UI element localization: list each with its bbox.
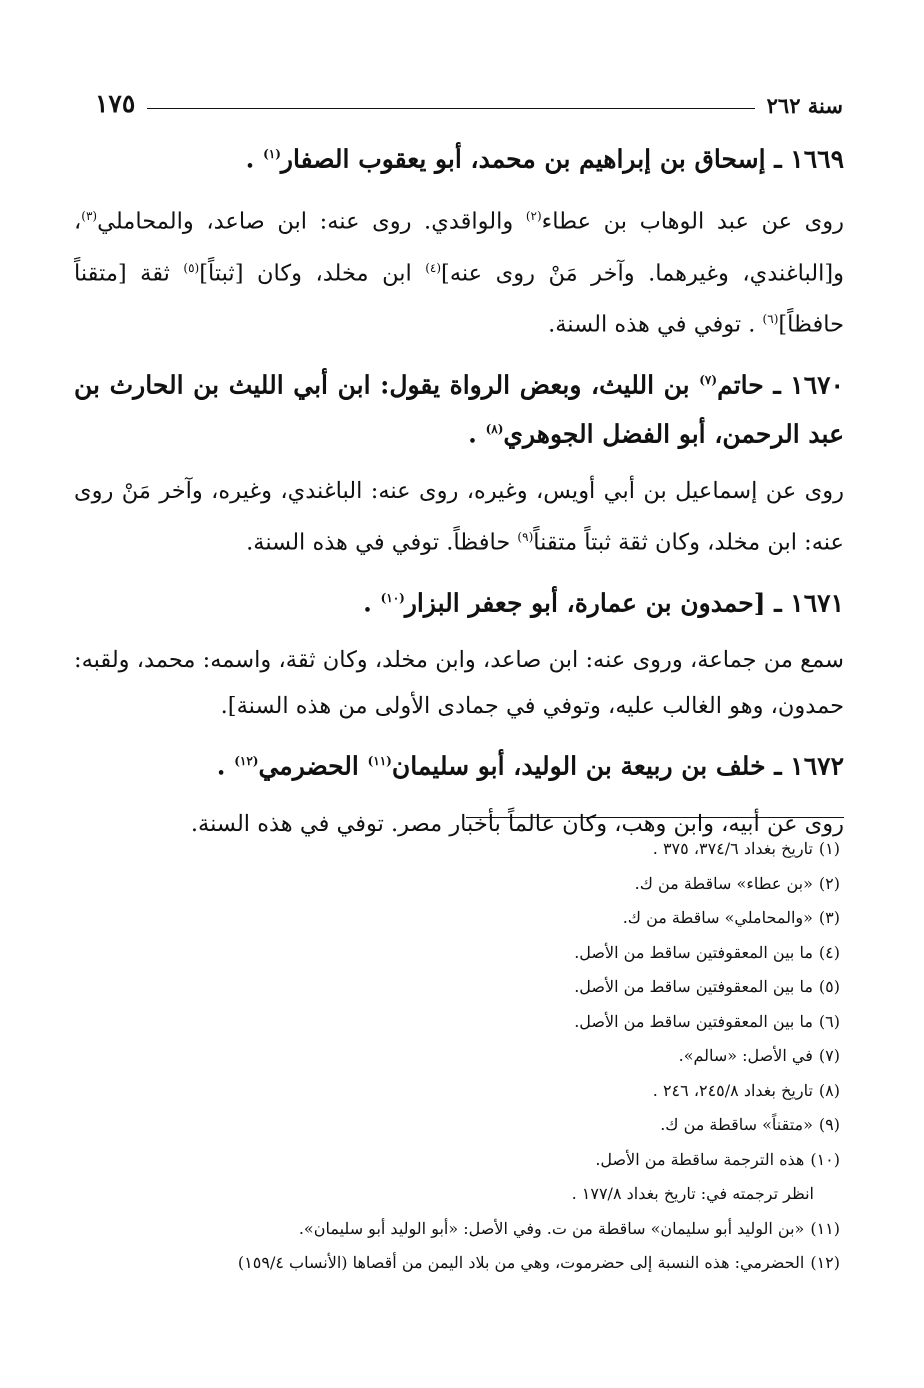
footnote-ref: (٩) xyxy=(517,530,534,545)
header-rule xyxy=(147,108,754,109)
footnote-6: (٦)ما بين المعقوفتين ساقط من الأصل. xyxy=(574,1011,840,1031)
footnote-4: (٤)ما بين المعقوفتين ساقط من الأصل. xyxy=(574,942,840,962)
footnote-ref: (٤) xyxy=(425,260,442,275)
entry-1670-text: روى عن إسماعيل بن أبي أويس، وغيره، روى عنه: الباغندي، وغيره، وآخر مَنْ روى عنه: ابن مخلد، وكان ثقة ثبتاً متقناً$^{(٩)}$ حافظاً. توفي في هذه السنة. xyxy=(74,478,844,556)
entry-1669-title: ١٦٦٩ ـ إسحاق بن إبراهيم بن محمد، أبو يعقوب الصفار$^{(١)}$ . xyxy=(245,144,844,174)
main-text xyxy=(74,132,844,857)
footnote-ref: (١) xyxy=(263,147,281,161)
entry-1672-title: ١٦٧٢ ـ خلف بن ربيعة بن الوليد، أبو سليمان$^{(١١)}$ الحضرمي$^{(١٢)}$ . xyxy=(216,751,844,781)
footnote-ref: (٣) xyxy=(81,209,98,224)
footnote-ref: (٥) xyxy=(183,260,200,275)
footnote-ref: (١٢) xyxy=(234,754,259,769)
footnote-2: (٢)«بن عطاء» ساقطة من ك. xyxy=(634,873,840,893)
entry-1672-text: روى عن أبيه، وابن وهب، وكان عالماً بأخبار مصر. توفي في هذه السنة. xyxy=(190,810,844,837)
entry-1671-text: سمع من جماعة، وروى عنه: ابن صاعد، وابن مخلد، وكان ثقة، واسمه: محمد، ولقبه: حمدون، وهو الغالب عليه، وتوفي في جمادى الأولى من هذه السنة]. xyxy=(74,647,844,720)
footnote-8: (٨)تاريخ بغداد ٢٤٥/٨، ٢٤٦ . xyxy=(652,1080,840,1100)
footnote-ref: (٢) xyxy=(525,209,542,224)
running-head-year: سنة ٢٦٢ xyxy=(766,93,843,118)
footnote-10-continuation: انظر ترجمته في: تاريخ بغداد ١٧٧/٨ . xyxy=(571,1184,814,1203)
footnote-11: (١١)«بن الوليد أبو سليمان» ساقطة من ت. وفي الأصل: «أبو الوليد أبو سليمان». xyxy=(298,1218,840,1238)
footnote-ref: (١٠) xyxy=(380,590,405,605)
footnote-3: (٣)«والمحاملي» ساقطة من ك. xyxy=(622,908,840,927)
footnote-1: (١)تاريخ بغداد ٣٧٤/٦، ٣٧٥ . xyxy=(652,839,840,858)
footnote-ref: (٧) xyxy=(699,372,718,387)
footnote-separator xyxy=(466,817,844,818)
footnote-7: (٧)في الأصل: «سالم». xyxy=(678,1046,840,1065)
footnote-5: (٥)ما بين المعقوفتين ساقط من الأصل. xyxy=(574,977,840,996)
footnote-ref: (٦) xyxy=(762,312,779,327)
footnote-12: (١٢)الحضرمي: هذه النسبة إلى حضرموت، وهي من بلاد اليمن من أقصاها (الأنساب ١٥٩/٤) xyxy=(237,1253,840,1272)
footnote-9: (٩)«متقناً» ساقطة من ك. xyxy=(660,1115,840,1134)
footnote-ref: (٨) xyxy=(485,422,504,437)
entry-1670-title: ١٦٧٠ ـ حاتم$^{(٧)}$ بن الليث، وبعض الرواة يقول: ابن أبي الليث بن الحارث بن عبد الرحمن، أبو الفضل الجوهري$^{(٨)}$ . xyxy=(74,370,844,449)
footnotes xyxy=(140,832,840,1281)
entry-1671-title: ١٦٧١ ـ [حمدون بن عمارة، أبو جعفر البزار$^{(١٠)}$ . xyxy=(363,588,844,618)
entry-1669-text: روى عن عبد الوهاب بن عطاء$^{(٢)}$ والواقدي. روى عنه: ابن صاعد، والمحاملي$^{(٣)}$، و[الباغندي، وغيرهما. وآخر مَنْ روى عنه]$^{(٤)}$ ابن مخلد، وكان [ثبتاً]$^{(٥)}$ ثقة [متقناً حافظاً]$^{(٦)}$ . توفي في هذه السنة. xyxy=(74,208,844,338)
footnote-10: (١٠)هذه الترجمة ساقطة من الأصل. xyxy=(595,1149,840,1169)
page-header xyxy=(95,78,843,118)
page-number: ١٧٥ xyxy=(95,89,136,118)
footnote-ref: (١١) xyxy=(367,754,392,769)
